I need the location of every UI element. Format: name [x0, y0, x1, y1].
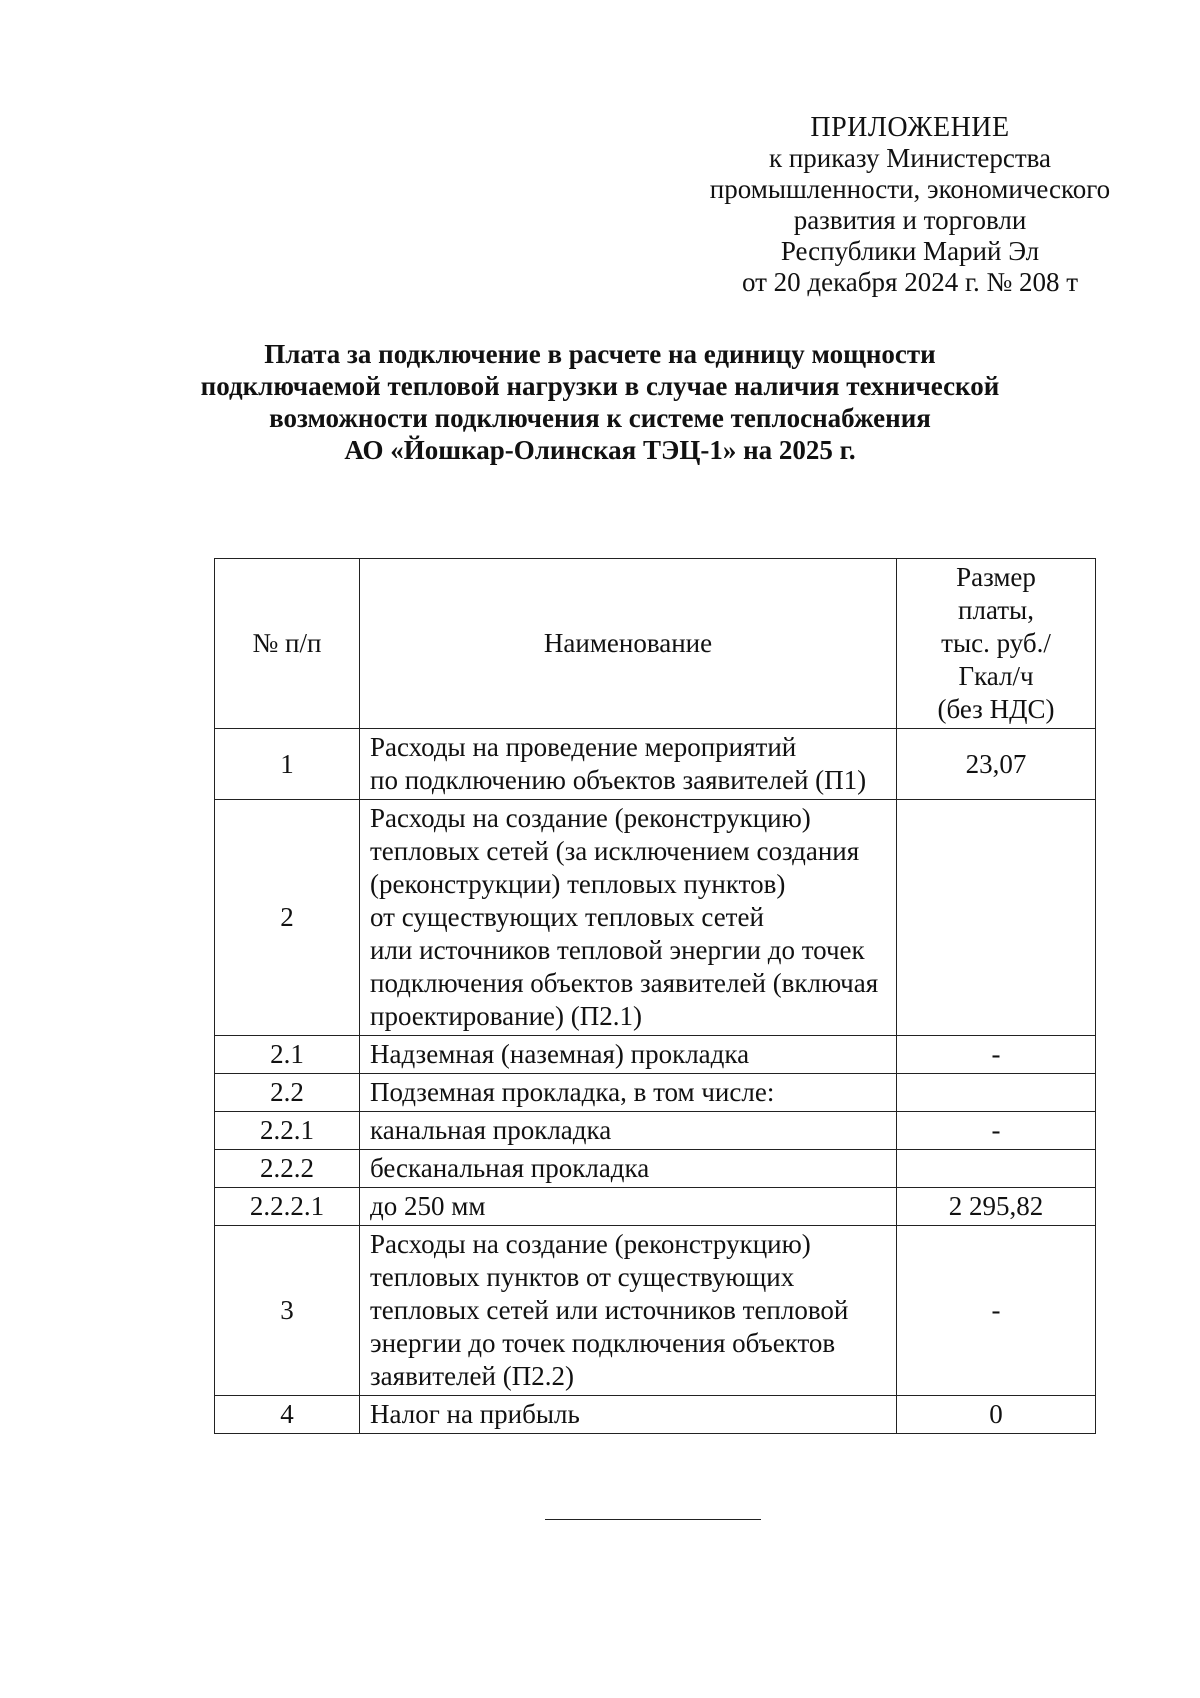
row-value: 0 [897, 1396, 1096, 1434]
table-row [215, 1074, 1096, 1112]
row-value [897, 800, 1096, 1036]
row-name: Расходы на создание (реконструкцию) тепловых пунктов от существующих тепловых сетей или источников тепловой энергии до точек подключения объектов заявителей (П2.2) [360, 1226, 897, 1396]
table-row [215, 1150, 1096, 1188]
table-header-row [215, 559, 1096, 729]
row-name: канальная прокладка [360, 1112, 897, 1150]
table-row [215, 1188, 1096, 1226]
row-num: 2.2.2 [215, 1150, 360, 1188]
appendix-line: от 20 декабря 2024 г. № 208 т [741, 267, 1079, 297]
table-row [215, 1226, 1096, 1396]
row-name: Расходы на проведение мероприятий по подключению объектов заявителей (П1) [360, 729, 897, 800]
table-row [215, 1036, 1096, 1074]
row-name: Надземная (наземная) прокладка [360, 1036, 897, 1074]
row-value: - [897, 1226, 1096, 1396]
row-value [897, 1074, 1096, 1112]
row-name: до 250 мм [360, 1188, 897, 1226]
row-name: Расходы на создание (реконструкцию) тепловых сетей (за исключением создания (реконструкции) тепловых пунктов) от существующих тепловых сетей или источников тепловой энергии до точек подключения объектов заявителей (включая проектирование) (П2.1) [360, 800, 897, 1036]
row-num: 3 [215, 1226, 360, 1396]
header-name: Наименование [360, 559, 897, 729]
table-row [215, 729, 1096, 800]
header-value: Размер платы, тыс. руб./ Гкал/ч (без НДС) [897, 559, 1096, 729]
title-line: Плата за подключение в расчете на единицу мощности [264, 339, 936, 369]
row-name: бесканальная прокладка [360, 1150, 897, 1188]
row-value: 2 295,82 [897, 1188, 1096, 1226]
table-row [215, 1396, 1096, 1434]
table-row [215, 1112, 1096, 1150]
fee-table [214, 558, 1096, 1434]
row-num: 2.2.2.1 [215, 1188, 360, 1226]
header-num: № п/п [215, 559, 360, 729]
appendix-line: развития и торговли [793, 205, 1027, 235]
title-line: АО «Йошкар-Олинская ТЭЦ-1» на 2025 г. [344, 435, 856, 465]
appendix-line: к приказу Министерства [768, 143, 1052, 173]
row-name: Подземная прокладка, в том числе: [360, 1074, 897, 1112]
row-num: 2 [215, 800, 360, 1036]
row-num: 4 [215, 1396, 360, 1434]
row-value: 23,07 [897, 729, 1096, 800]
footer-divider [545, 1519, 761, 1520]
title-line: возможности подключения к системе теплоснабжения [269, 403, 931, 433]
appendix-block [650, 112, 1170, 298]
row-value [897, 1150, 1096, 1188]
row-num: 1 [215, 729, 360, 800]
row-num: 2.2 [215, 1074, 360, 1112]
row-value: - [897, 1112, 1096, 1150]
row-num: 2.1 [215, 1036, 360, 1074]
title-line: подключаемой тепловой нагрузки в случае наличия технической [200, 371, 1000, 401]
row-value: - [897, 1036, 1096, 1074]
appendix-line: Республики Марий Эл [780, 236, 1040, 266]
appendix-line: промышленности, экономического [709, 174, 1111, 204]
appendix-heading: ПРИЛОЖЕНИЕ [810, 112, 1010, 143]
row-num: 2.2.1 [215, 1112, 360, 1150]
table-row [215, 800, 1096, 1036]
document-title [160, 338, 1040, 466]
row-name: Налог на прибыль [360, 1396, 897, 1434]
